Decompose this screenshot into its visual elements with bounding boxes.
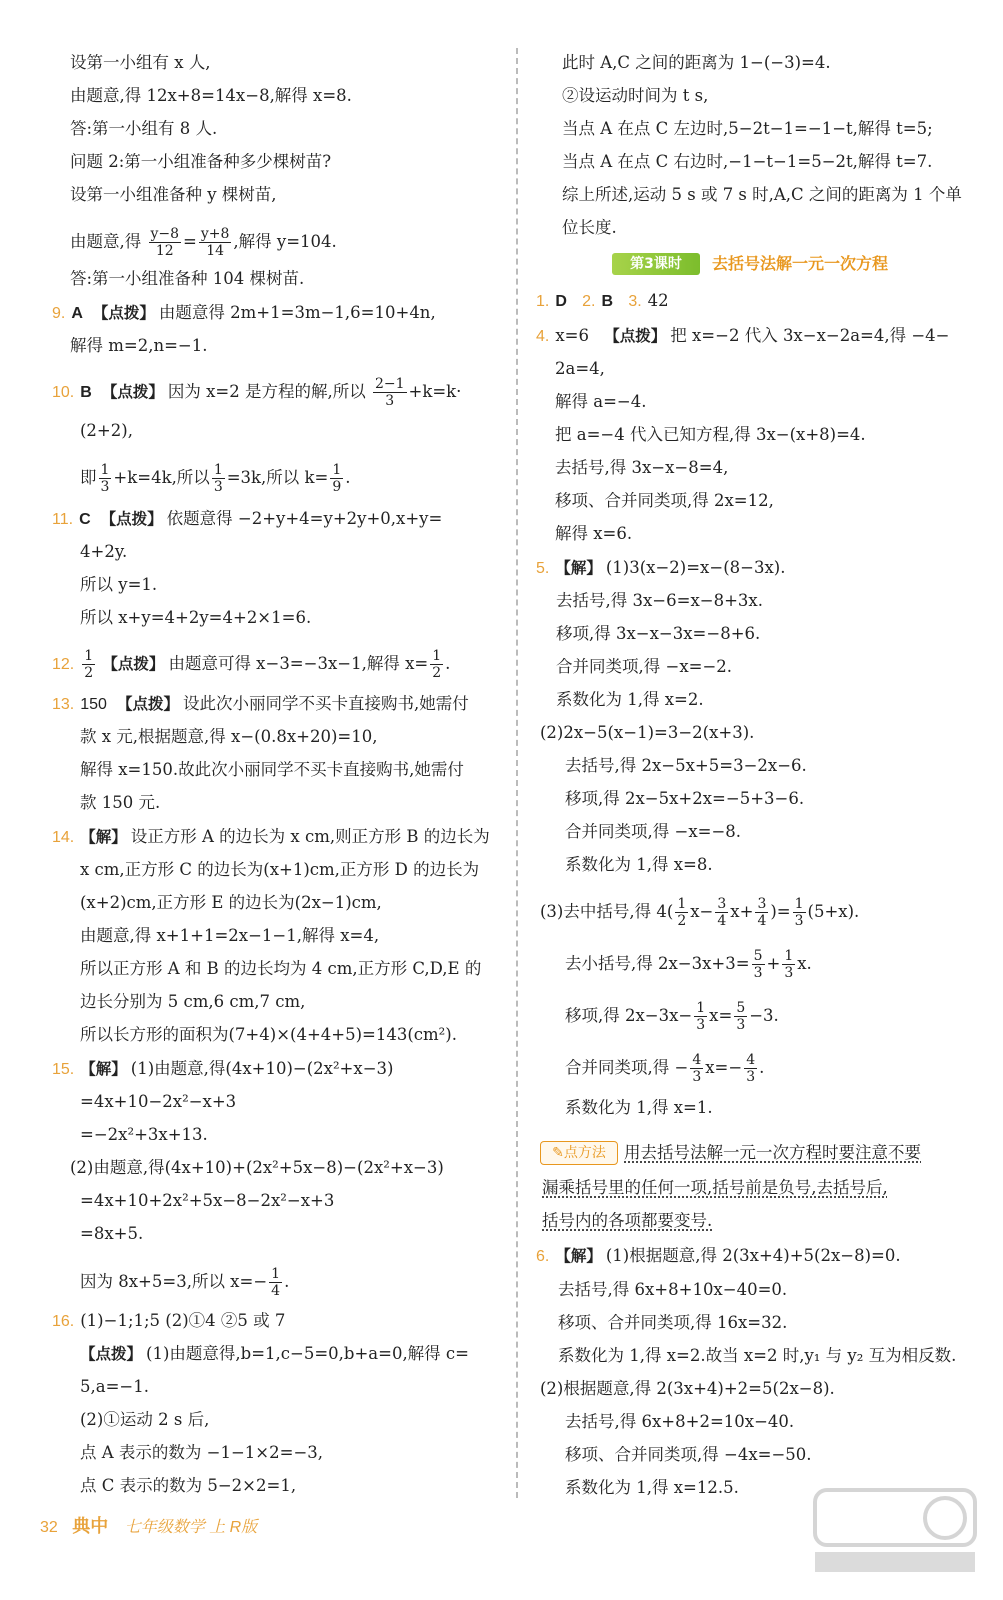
page-number: 32: [40, 1519, 58, 1536]
text-line: 5,a=−1.: [80, 1377, 149, 1396]
text-line: 此时 A,C 之间的距离为 1−(−3)=4.: [562, 53, 831, 72]
text-line: 当点 A 在点 C 左边时,5−2t−1=−1−t,解得 t=5;: [562, 119, 933, 138]
tip-text: 用去括号法解一元一次方程时要注意不要: [624, 1143, 921, 1162]
text-line: (2)2x−5(x−1)=3−2(x+3).: [540, 723, 755, 742]
text-line: 去括号,得 6x+8+2=10x−40.: [565, 1412, 795, 1431]
text-line: 去括号,得 6x+8+10x−40=0.: [558, 1280, 788, 1299]
fraction: $\frac{2-1}{3}$: [374, 376, 405, 409]
text-line: 所以长方形的面积为(7+4)×(4+4+5)=143(cm²).: [80, 1025, 457, 1044]
fraction: $\frac{3}{4}$: [717, 896, 727, 929]
question-r5: 5. 【解】 (1)3(x−2)=x−(8−3x).: [536, 558, 786, 577]
text-line: 所以正方形 A 和 B 的边长均为 4 cm,正方形 C,D,E 的: [80, 959, 482, 978]
question-r6: 6. 【解】 (1)根据题意,得 2(3x+4)+5(2x−8)=0.: [536, 1246, 901, 1265]
text-line: =4x+10+2x²+5x−8−2x²−x+3: [80, 1191, 335, 1210]
text-line: (x+2)cm,正方形 E 的边长为(2x−1)cm,: [80, 893, 382, 912]
publisher-logo: 典中: [72, 1516, 109, 1536]
text-line: 点 A 表示的数为 −1−1×2=−3,: [80, 1443, 324, 1462]
question-11: 11. C 【点拨】 依题意得 −2+y+4=y+2y+0,x+y=: [52, 509, 443, 528]
text-line: 位长度.: [562, 218, 617, 237]
text-line: 把 a=−4 代入已知方程,得 3x−(x+8)=4.: [555, 425, 866, 444]
equation-line: 去小括号,得 2x−3x+3= $\frac{5}{3}$ + $\frac{1}{3}$ x.: [565, 948, 812, 981]
fraction: $\frac{1}{3}$: [696, 1000, 706, 1033]
text-line: 解得 a=−4.: [555, 392, 647, 411]
text-line: 答:第一小组有 8 人.: [70, 119, 218, 138]
text-line: 解得 x=150.故此次小丽同学不买卡直接购书,她需付: [80, 760, 464, 779]
watermark-logo: [810, 1480, 980, 1580]
fraction: $\frac{3}{4}$: [757, 896, 767, 929]
fraction: $\frac{1}{2}$: [432, 648, 442, 681]
fraction: $\frac{1}{3}$: [213, 462, 223, 495]
equation-line: 即 $\frac{1}{3}$ +k=4k,所以 $\frac{1}{3}$ =3k,所以 k= $\frac{1}{9}$ .: [80, 462, 351, 495]
fraction: $\frac{4}{3}$: [746, 1052, 756, 1085]
text-line: 所以 y=1.: [80, 575, 158, 594]
text-line: x cm,正方形 C 的边长为(x+1)cm,正方形 D 的边长为: [80, 860, 480, 879]
pen-icon: ✎: [552, 1145, 564, 1161]
column-divider: [516, 48, 518, 1498]
text-line: 4+2y.: [80, 542, 128, 561]
equation-line: 由题意,得 $\frac{y-8}{12}$ = $\frac{y+8}{14}$ ,解得 y=104.: [70, 226, 337, 259]
text-line: =8x+5.: [80, 1224, 144, 1243]
text-line: =4x+10−2x²−x+3: [80, 1092, 237, 1111]
text-line: (2)由题意,得(4x+10)+(2x²+5x−8)−(2x²+x−3): [70, 1158, 444, 1177]
fraction: $\frac{5}{3}$: [753, 948, 763, 981]
text-line: 合并同类项,得 −x=−8.: [565, 822, 742, 841]
text-line: 移项、合并同类项,得 −4x=−50.: [565, 1445, 812, 1464]
equation-line: 合并同类项,得 − $\frac{4}{3}$ x=− $\frac{4}{3}$ .: [565, 1052, 765, 1085]
text-line: 点 C 表示的数为 5−2×2=1,: [80, 1476, 297, 1495]
text-line: 去括号,得 2x−5x+5=3−2x−6.: [565, 756, 807, 775]
text-line: 去括号,得 3x−6=x−8+3x.: [556, 591, 763, 610]
fraction: $\frac{1}{3}$: [784, 948, 794, 981]
fraction: $\frac{4}{3}$: [692, 1052, 702, 1085]
text-line: 所以 x+y=4+2y=4+2×1=6.: [80, 608, 312, 627]
equation-line: 移项,得 2x−3x− $\frac{1}{3}$ x= $\frac{5}{3}$ −3.: [565, 1000, 779, 1033]
text-line: 【点拨】 (1)由题意得,b=1,c−5=0,b+a=0,解得 c=: [80, 1344, 469, 1363]
page-footer: [40, 1512, 257, 1538]
text-line: 去括号,得 3x−x−8=4,: [555, 458, 729, 477]
text-line: 款 150 元.: [80, 793, 161, 812]
method-tip-label: ✎点方法: [540, 1141, 618, 1165]
text-line: ②设运动时间为 t s,: [562, 86, 709, 105]
text-line: 由题意,得 12x+8=14x−8,解得 x=8.: [70, 86, 352, 105]
fraction: $\frac{1}{4}$: [271, 1266, 281, 1299]
text-line: =−2x²+3x+13.: [80, 1125, 208, 1144]
question-16: 16. (1)−1;1;5 (2)①4 ②5 或 7: [52, 1311, 286, 1330]
fraction: $\frac{y-8}{12}$: [150, 226, 180, 259]
text-line: 系数化为 1,得 x=8.: [565, 855, 713, 874]
text-line: 系数化为 1,得 x=2.故当 x=2 时,y₁ 与 y₂ 互为相反数.: [558, 1346, 957, 1365]
text-line: 答:第一小组准备种 104 棵树苗.: [70, 269, 305, 288]
question-12: 12. $\frac{1}{2}$ 【点拨】 由题意可得 x−3=−3x−1,解得 x= $\frac{1}{2}$ .: [52, 648, 451, 681]
lesson-title: 去括号法解一元一次方程: [712, 254, 889, 273]
text-line: (2)①运动 2 s 后,: [80, 1410, 210, 1429]
text-line: 解得 x=6.: [555, 524, 633, 543]
lesson-badge: 第3课时: [612, 253, 700, 275]
text-line: 设第一小组有 x 人,: [70, 53, 211, 72]
text-line: 解得 m=2,n=−1.: [70, 336, 208, 355]
text-line: 由题意,得 x+1+1=2x−1−1,解得 x=4,: [80, 926, 380, 945]
text-line: 移项、合并同类项,得 16x=32.: [558, 1313, 788, 1332]
text-line: (2)根据题意,得 2(3x+4)+2=5(2x−8).: [540, 1379, 835, 1398]
text-line: 移项,得 2x−5x+2x=−5+3−6.: [565, 789, 805, 808]
question-9: 9. A 【点拨】 由题意得 2m+1=3m−1,6=10+4n,: [52, 303, 436, 322]
text-line: 问题 2:第一小组准备种多少棵树苗?: [70, 152, 332, 171]
text-line: 款 x 元,根据题意,得 x−(0.8x+20)=10,: [80, 727, 378, 746]
question-15: 15. 【解】 (1)由题意,得(4x+10)−(2x²+x−3): [52, 1059, 394, 1078]
question-14: 14. 【解】 设正方形 A 的边长为 x cm,则正方形 B 的边长为: [52, 827, 490, 846]
text-line: 设第一小组准备种 y 棵树苗,: [70, 185, 277, 204]
text-line: 边长分别为 5 cm,6 cm,7 cm,: [80, 992, 306, 1011]
question-13: 13. 150 【点拨】 设此次小丽同学不买卡直接购书,她需付: [52, 694, 469, 713]
text-line: 合并同类项,得 −x=−2.: [556, 657, 733, 676]
text-line: 系数化为 1,得 x=1.: [565, 1098, 713, 1117]
text-line: 2a=4,: [555, 359, 605, 378]
fraction: $\frac{1}{3}$: [794, 896, 804, 929]
text-line: 系数化为 1,得 x=12.5.: [565, 1478, 739, 1497]
book-title: 七年级数学 上 R版: [124, 1519, 258, 1536]
question-10: 10. B 【点拨】 因为 x=2 是方程的解,所以 $\frac{2-1}{3}$ +k=k·: [52, 376, 462, 409]
text-line: 综上所述,运动 5 s 或 7 s 时,A,C 之间的距离为 1 个单: [562, 185, 962, 204]
fraction: $\frac{1}{2}$: [677, 896, 687, 929]
text-line: 当点 A 在点 C 右边时,−1−t−1=5−2t,解得 t=7.: [562, 152, 933, 171]
answers-1-3: 1. D 2. B 3. 42: [536, 291, 669, 310]
text-line: 移项、合并同类项,得 2x=12,: [555, 491, 774, 510]
tip-text: 漏乘括号里的任何一项,括号前是负号,去括号后,: [542, 1178, 888, 1197]
question-r4: 4. x=6 【点拨】 把 x=−2 代入 3x−x−2a=4,得 −4−: [536, 326, 950, 345]
fraction: $\frac{1}{3}$: [100, 462, 110, 495]
tip-text: 括号内的各项都要变号.: [542, 1211, 713, 1230]
text-line: (2+2),: [80, 421, 133, 440]
fraction: $\frac{1}{9}$: [332, 462, 342, 495]
equation-line: 因为 8x+5=3,所以 x=− $\frac{1}{4}$ .: [80, 1266, 290, 1299]
fraction: $\frac{5}{3}$: [736, 1000, 746, 1033]
text-line: 系数化为 1,得 x=2.: [556, 690, 704, 709]
fraction: $\frac{1}{2}$: [84, 648, 94, 681]
text-line: 移项,得 3x−x−3x=−8+6.: [556, 624, 761, 643]
equation-line: (3)去中括号,得 4( $\frac{1}{2}$ x− $\frac{3}{4}$ x+ $\frac{3}{4}$ )= $\frac{1}{3}$ (5+x).: [540, 896, 860, 929]
fraction: $\frac{y+8}{14}$: [200, 226, 230, 259]
